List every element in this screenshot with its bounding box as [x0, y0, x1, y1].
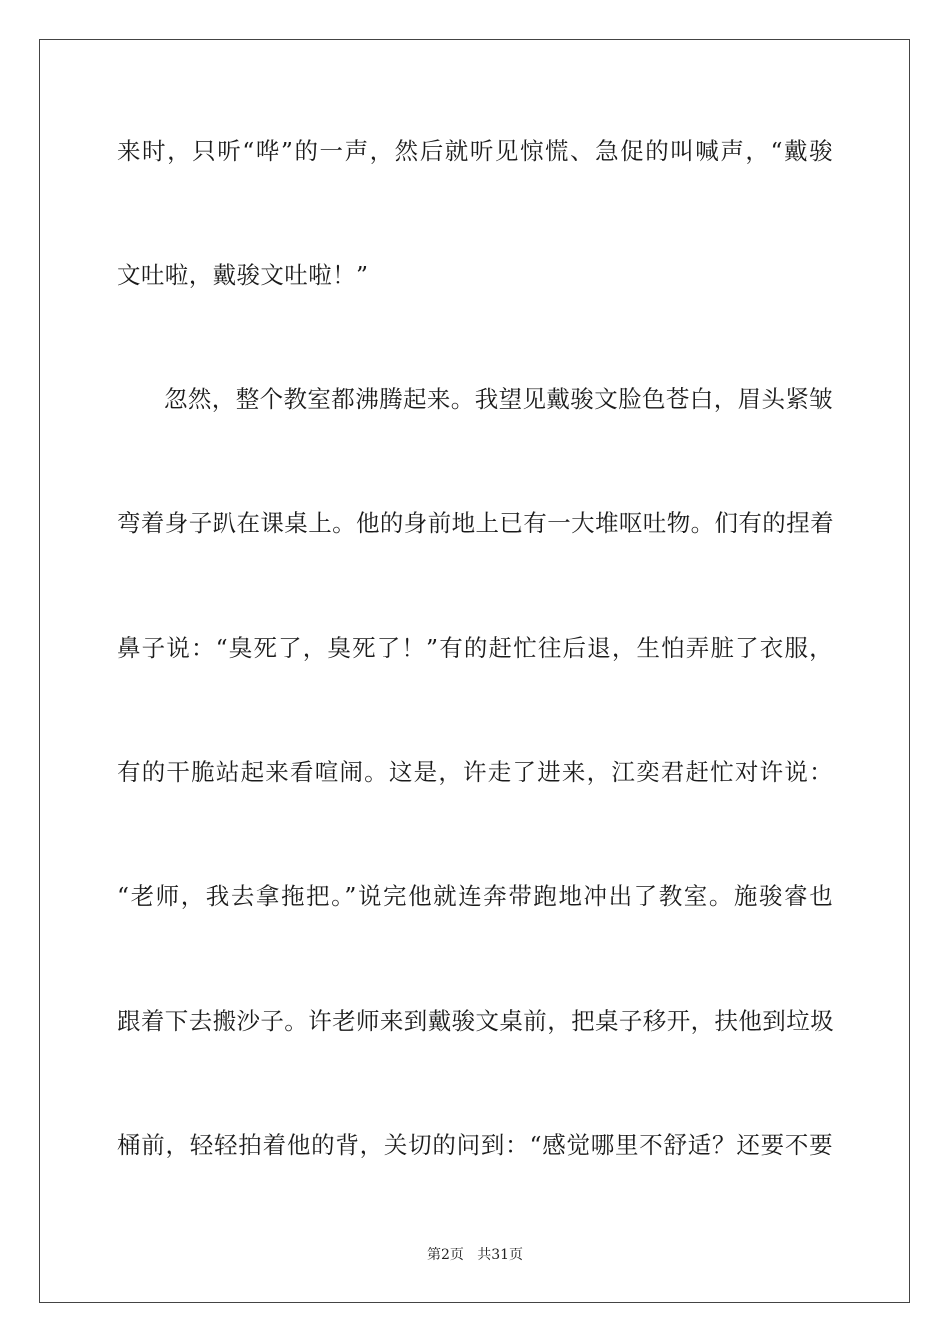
paragraph-first-line: 忽然，整个教室都沸腾起来。我望见戴骏文脸色苍白，眉头紧皱 [164, 385, 834, 413]
body-text-line: 跟着下去搬沙子。许老师来到戴骏文桌前，把桌子移开，扶他到垃圾 [117, 1007, 834, 1035]
body-text-line: 有的干脆站起来看喧闹。这是，许走了进来，江奕君赶忙对许说： [117, 758, 833, 786]
body-text-line: 鼻子说：“臭死了，臭死了！”有的赶忙往后退，生怕弄脏了衣服， [117, 634, 833, 662]
body-text-line: “老师，我去拿拖把。”说完他就连奔带跑地冲出了教室。施骏睿也 [117, 882, 833, 910]
body-text-line: 弯着身子趴在课桌上。他的身前地上已有一大堆呕吐物。们有的捏着 [117, 509, 834, 537]
body-text-line: 桶前，轻轻拍着他的背，关切的问到：“感觉哪里不舒适？还要不要 [117, 1131, 833, 1159]
page-number-footer: 第2页 共31页 [426, 1247, 524, 1263]
body-text-line: 来时，只听“哗”的一声，然后就听见惊慌、急促的叫喊声，“戴骏 [117, 137, 833, 165]
body-text-line: 文吐啦，戴骏文吐啦！” [117, 261, 369, 289]
page-border [39, 39, 910, 1303]
